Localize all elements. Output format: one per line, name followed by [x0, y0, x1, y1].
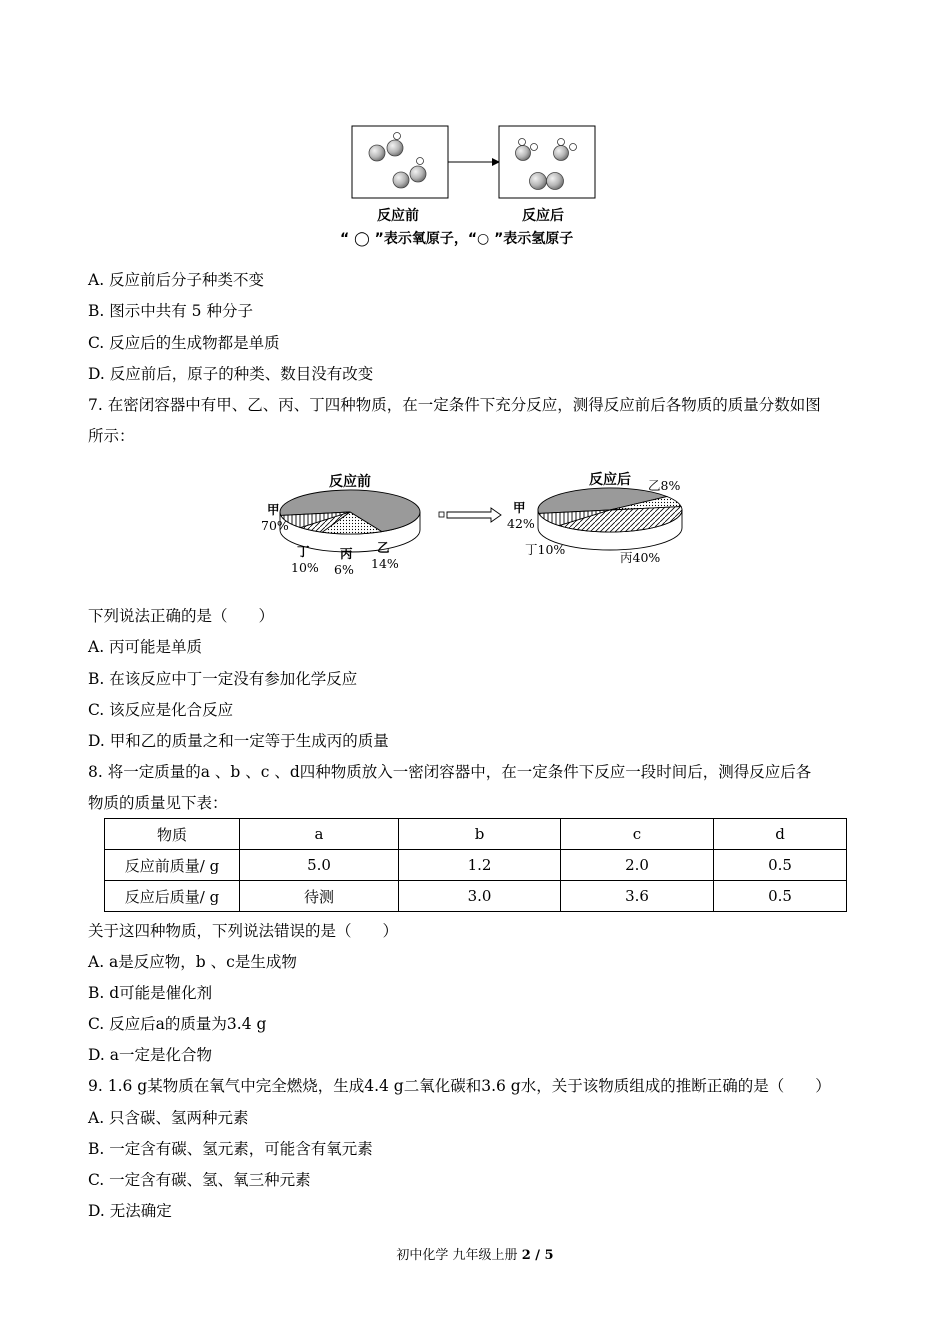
q7-stem-line2: 所示：	[88, 427, 135, 445]
q8-stem-line1: 8. 将一定质量的a 、b 、c 、d四种物质放入一密闭容器中，在一定条件下反应一段时间后，测得反应后各	[88, 763, 812, 781]
after-box	[499, 126, 595, 198]
q7-prompt: 下列说法正确的是（ ）	[88, 607, 275, 625]
table-cell: 3.0	[399, 881, 561, 912]
q7-option-a: A. 丙可能是单质	[88, 638, 203, 656]
table-header-cell: d	[714, 819, 847, 850]
pie-label: 丁 10%	[291, 544, 319, 575]
q9-stem: 9. 1.6 g某物质在氧气中完全燃烧，生成4.4 g二氧化碳和3.6 g水，关于该物质组成的推断正确的是（ ）	[88, 1077, 831, 1095]
q6-option-d: D. 反应前后，原子的种类、数目没有改变	[88, 365, 374, 383]
q6-option-a: A. 反应前后分子种类不变	[88, 271, 265, 289]
table-cell: 3.6	[561, 881, 714, 912]
figure-legend: “ ◯ ”表示氧原子，“○ ”表示氢原子	[340, 231, 574, 247]
before-label: 反应前	[377, 208, 419, 224]
pie-label: 乙 14%	[371, 540, 399, 571]
pie-title: 反应前	[329, 474, 371, 490]
table-cell: 反应后质量/ g	[105, 881, 240, 912]
pie-arrow	[447, 508, 501, 522]
q8-option-a: A. a是反应物，b 、c是生成物	[88, 953, 297, 971]
q8-stem-line2: 物质的质量见下表：	[88, 794, 228, 812]
q8-option-c: C. 反应后a的质量为3.4 g	[88, 1015, 267, 1033]
pie-label: 丁10%	[525, 542, 566, 557]
q7-option-c: C. 该反应是化合反应	[88, 701, 234, 719]
mass-table	[104, 818, 847, 912]
q8-prompt: 关于这四种物质，下列说法错误的是（ ）	[88, 922, 399, 940]
table-cell: 反应前质量/ g	[105, 850, 240, 881]
table-header-cell: c	[561, 819, 714, 850]
pie-label: 乙8%	[648, 478, 681, 493]
table-row	[105, 881, 847, 912]
table-header-cell: a	[240, 819, 399, 850]
table-row	[105, 850, 847, 881]
table-cell: 1.2	[399, 850, 561, 881]
pie-title: 反应后	[589, 472, 631, 488]
table-header-cell: 物质	[105, 819, 240, 850]
q8-option-d: D. a一定是化合物	[88, 1046, 212, 1064]
q6-option-c: C. 反应后的生成物都是单质	[88, 334, 280, 352]
table-header-cell: b	[399, 819, 561, 850]
pie-label: 甲 70%	[261, 502, 289, 533]
after-label: 反应后	[522, 208, 564, 224]
q7-stem-line1: 7. 在密闭容器中有甲、乙、丙、丁四种物质，在一定条件下充分反应，测得反应前后各物质的质量分数如图	[88, 396, 821, 414]
q7-option-b: B. 在该反应中丁一定没有参加化学反应	[88, 670, 358, 688]
pie-label: 丙40%	[620, 550, 661, 565]
table-cell: 2.0	[561, 850, 714, 881]
pie-charts	[255, 462, 715, 592]
q9-option-a: A. 只含碳、氢两种元素	[88, 1109, 249, 1127]
pie-label: 甲 42%	[507, 500, 535, 531]
q6-option-b: B. 图示中共有 5 种分子	[88, 302, 253, 320]
q9-option-b: B. 一定含有碳、氢元素，可能含有氧元素	[88, 1140, 373, 1158]
footer-text: 初中化学 九年级上册	[396, 1248, 522, 1263]
table-cell: 待测	[240, 881, 399, 912]
q8-option-b: B. d可能是催化剂	[88, 984, 213, 1002]
table-header-row	[105, 819, 847, 850]
table-cell: 0.5	[714, 881, 847, 912]
q9-option-d: D. 无法确定	[88, 1202, 172, 1220]
table-cell: 5.0	[240, 850, 399, 881]
table-cell: 0.5	[714, 850, 847, 881]
pie-label: 丙 6%	[334, 546, 354, 577]
page-footer	[0, 1244, 950, 1263]
q7-option-d: D. 甲和乙的质量之和一定等于生成丙的质量	[88, 732, 389, 750]
q9-option-c: C. 一定含有碳、氢、氧三种元素	[88, 1171, 311, 1189]
page-number: 2 / 5	[521, 1248, 554, 1263]
